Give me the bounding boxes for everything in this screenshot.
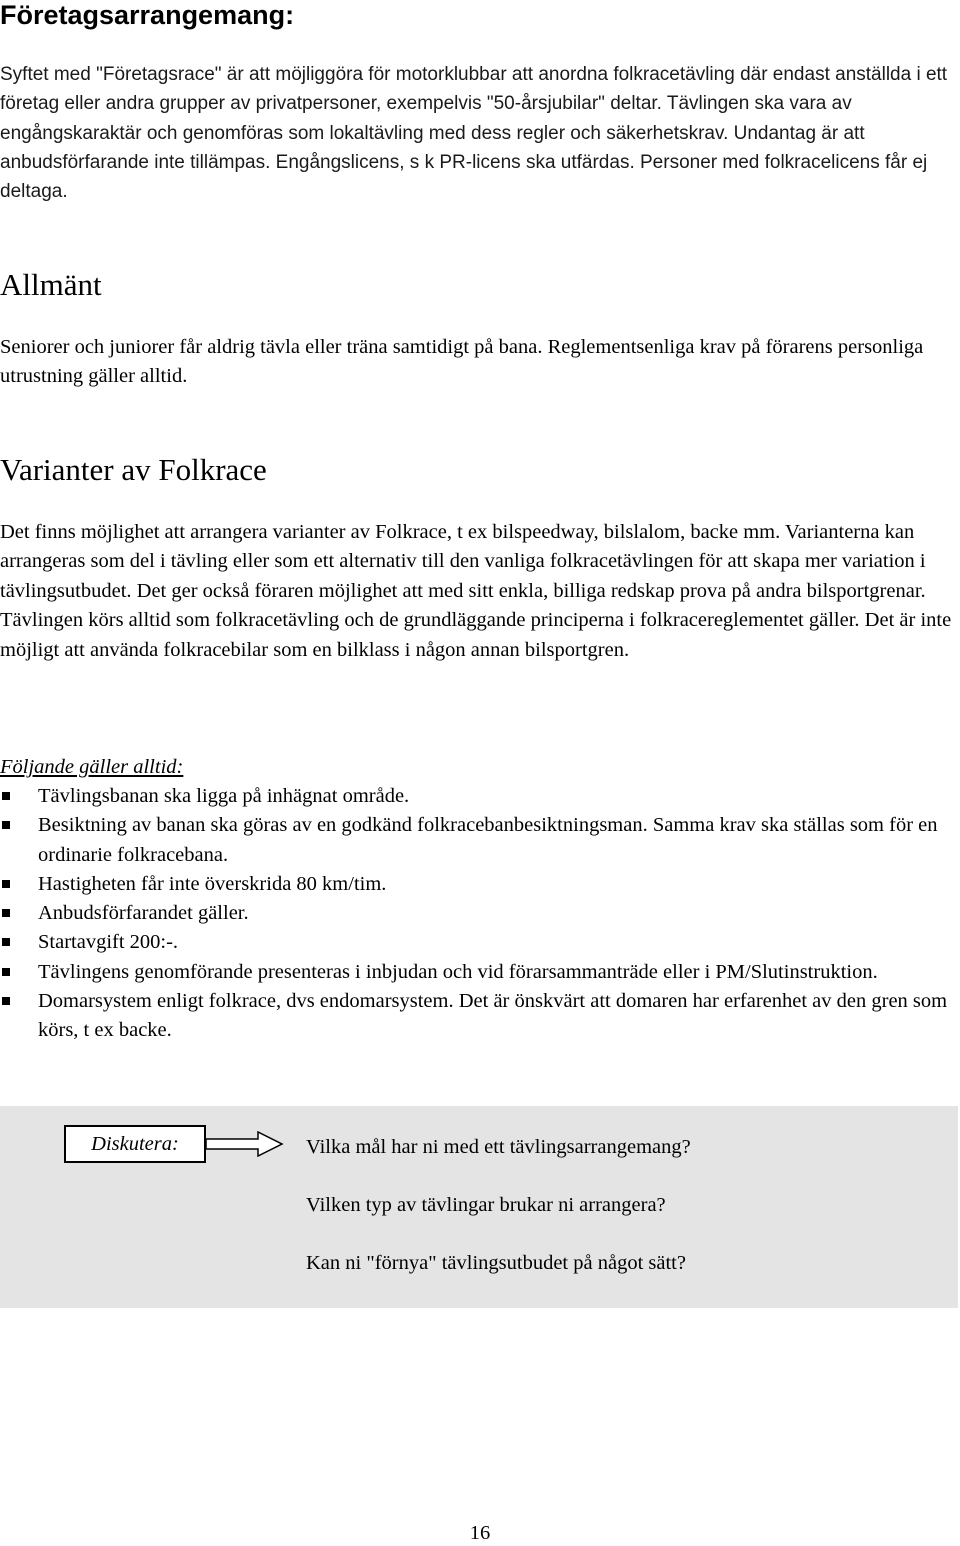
square-bullet-icon xyxy=(2,968,10,976)
square-bullet-icon xyxy=(2,880,10,888)
square-bullet-icon xyxy=(2,909,10,917)
list-item-text: Tävlingens genomförande presenteras i inbjudan och vid förarsammanträde eller i PM/Slutinstruktion. xyxy=(38,960,878,983)
square-bullet-icon xyxy=(2,792,10,800)
discussion-question: Kan ni "förnya" tävlingsutbudet på något sätt? xyxy=(306,1252,686,1274)
list-item-text: Besiktning av banan ska göras av en godkänd folkracebanbesiktningsman. Samma krav ska ställas som för en ordinarie folkracebana. xyxy=(38,814,938,866)
discussion-question: Vilken typ av tävlingar brukar ni arrangera? xyxy=(306,1194,666,1216)
list-item xyxy=(0,811,958,870)
section-title-varianter: Varianter av Folkrace xyxy=(0,452,267,487)
arrow-right-icon xyxy=(206,1131,284,1157)
list-item-text: Startavgift 200:-. xyxy=(38,931,179,954)
list-item-text: Domarsystem enligt folkrace, dvs endomarsystem. Det är önskvärt att domaren har erfarenhet av den gren som körs, t ex backe. xyxy=(38,990,948,1042)
list-item xyxy=(0,928,958,957)
square-bullet-icon xyxy=(2,997,10,1005)
list-item-text: Anbudsförfarandet gäller. xyxy=(38,902,249,925)
rules-list xyxy=(0,782,958,1046)
list-item-text: Hastigheten får inte överskrida 80 km/tim. xyxy=(38,872,387,895)
discussion-box xyxy=(0,1106,958,1308)
intro-paragraph: Syftet med "Företagsrace" är att möjliggöra för motorklubbar att anordna folkracetävling där endast anställda i ett företag eller andra grupper av privatpersoner, exempelvis "50-årsjubilar" deltar. Tävlingen ska vara av engångskaraktär och genomföras som lokaltävling med dess regler och säkerhetskrav. Undantag är att anbudsförfarande inte tillämpas. Engångslicens, s k PR-licens ska utfärdas. Personer med folkracelicens får ej deltaga. xyxy=(0,64,948,203)
square-bullet-icon xyxy=(2,938,10,946)
varianter-paragraph: Det finns möjlighet att arrangera varianter av Folkrace, t ex bilspeedway, bilslalom, backe mm. Varianterna kan arrangeras som del i tävling eller som ett alternativ till den vanliga folkracetävlingen för att skapa mer variation i tävlingsutbudet. Det ger också föraren möjlighet att med sitt enkla, billiga redskap prova på andra bilsportgrenar. Tävlingen körs alltid som folkracetävling och de grundläggande principerna i folkracereglementet gäller. Det är inte möjligt att använda folkracebilar som en bilklass i någon annan bilsportgren. xyxy=(0,521,952,661)
square-bullet-icon xyxy=(2,821,10,829)
discussion-label: Diskutera: xyxy=(64,1125,206,1163)
list-item-text: Tävlingsbanan ska ligga på inhägnat område. xyxy=(38,785,410,807)
rules-heading: Följande gäller alltid: xyxy=(0,756,184,778)
list-item xyxy=(0,987,958,1046)
discussion-question: Vilka mål har ni med ett tävlingsarrangemang? xyxy=(306,1136,691,1158)
list-item xyxy=(0,870,958,899)
section-title-foretagsarrangemang: Företagsarrangemang: xyxy=(0,0,295,30)
allmant-paragraph: Seniorer och juniorer får aldrig tävla eller träna samtidigt på bana. Reglementsenliga krav på förarens personliga utrustning gäller alltid. xyxy=(0,336,924,388)
list-item xyxy=(0,899,958,928)
list-item xyxy=(0,782,958,811)
page-number: 16 xyxy=(469,1522,491,1544)
section-title-allmant: Allmänt xyxy=(0,267,102,302)
list-item xyxy=(0,958,958,987)
